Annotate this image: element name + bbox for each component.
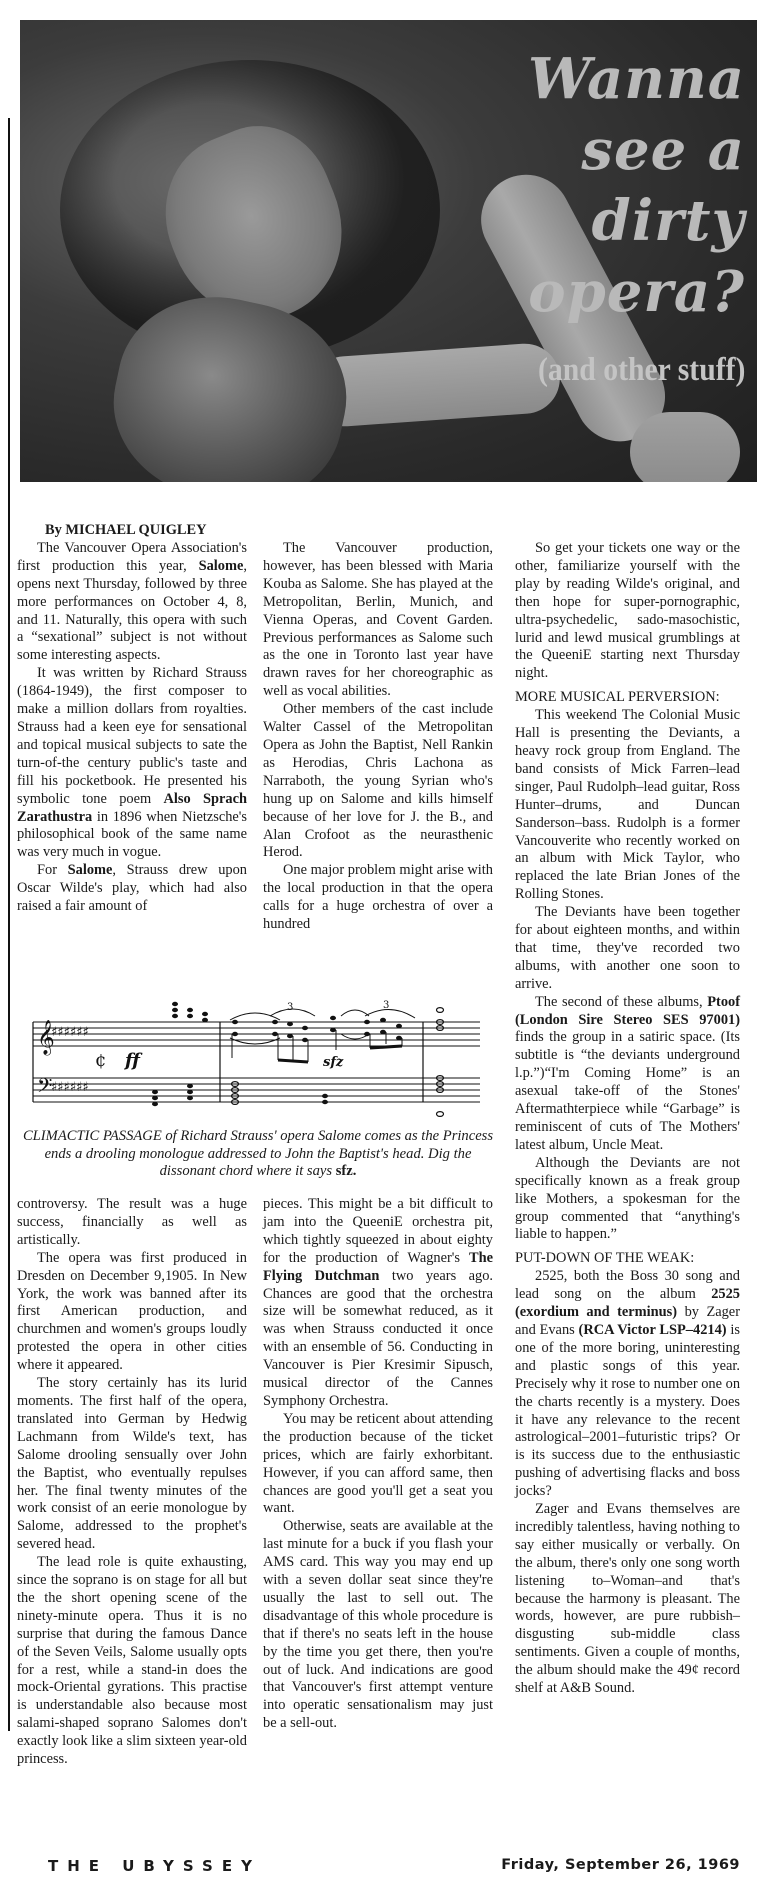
- text-run: pieces. This might be a bit difficult to jam into the QueeniE orchestra pit, which tightly squeezed in about eighty for the production of Wagner's: [263, 1196, 493, 1266]
- paragraph: [515, 1501, 740, 1698]
- text-run: It was written by Richard Strauss (1864-1949), the first composer to make a million dollars from royalties. Strauss had a keen eye for sensational and topical musical subjects to sate the turn-of-the century public's taste and fill his pocketbook. He presented his symbolic tone poem: [17, 665, 247, 807]
- bold-title: (RCA Victor LSP–4214): [578, 1321, 727, 1338]
- text-run: The Vancouver production, however, has been blessed with Maria Kouba as Salome. She has played at the Metropolitan, Berlin, Munich, and Vienna Operas, and Covent Garden. Previous performances as Salome such as the one in Toronto last year have drawn raves for her choreographic as well as vocal abilities.: [263, 540, 493, 700]
- text-run: , opens next Thursday, followed by three more performances on October 4, 8, and 11. Naturally, this opera with such a “sexational” subject is not without some interesting aspects.: [17, 557, 247, 664]
- photo-shoulder-shape: [630, 412, 740, 482]
- section-subhead: MORE MUSICAL PERVERSION:: [515, 689, 720, 706]
- text-run: in 1896 when Nietzsche's philosophical book of the same name was very much in vogue.: [17, 808, 247, 861]
- headline-line: opera?: [528, 259, 745, 325]
- key-signature-sharps: ♯♯♯♯♯♯: [51, 1080, 89, 1095]
- paragraph: [515, 904, 740, 994]
- bold-title: Salome: [198, 557, 244, 574]
- column-body: [17, 540, 247, 916]
- paragraph: [515, 1268, 740, 1501]
- paragraph: [263, 701, 493, 862]
- column-body: [515, 540, 740, 1698]
- bass-staff: [33, 1078, 480, 1102]
- paragraph: [17, 1250, 247, 1375]
- paragraph: [515, 994, 740, 1155]
- text-run: Although the Deviants are not specifically known as a freak group like Mothers, a spokesman for the group commented that “anything's liable to happen.”: [515, 1154, 740, 1243]
- text-run: The Vancouver Opera Association's first production this year,: [17, 539, 247, 574]
- caption-emphasis: sfz.: [335, 1163, 357, 1180]
- paragraph: [17, 540, 247, 665]
- article-column-2-continued: [263, 1196, 493, 1733]
- headline: [515, 44, 745, 390]
- time-signature: ¢: [95, 1050, 107, 1071]
- section-subhead: PUT-DOWN OF THE WEAK:: [515, 1250, 695, 1267]
- paragraph: [263, 540, 493, 701]
- text-run: Other members of the cast include Walter Cassel of the Metropolitan Opera as John the Baptist, Nell Rankin as Herodias, Chris Lachona as Narraboth, the young Syrian who's hung up on Salome and kills himself because of her love for J. the B., and Alan Crofoot as the neurasthenic Herod.: [263, 701, 493, 861]
- bold-title: Ptoof (London Sire Stereo SES 97001): [515, 993, 740, 1028]
- paragraph: [263, 862, 493, 934]
- music-score-figure: [25, 1000, 485, 1130]
- triplet-mark: 3: [287, 1002, 294, 1013]
- issue-date: Friday, September 26, 1969: [501, 1857, 740, 1873]
- column-body: [17, 1196, 247, 1769]
- publication-name: THE UBYSSEY: [48, 1857, 261, 1875]
- text-run: You may be reticent about attending the production because of the ticket prices, which are fairly exhorbitant. However, if you can afford same, then chances are good you'll get a seat you want.: [263, 1410, 493, 1517]
- paragraph: [515, 540, 740, 683]
- column-body: [263, 1196, 493, 1733]
- text-run: One major problem might arise with the local production in that the opera calls for a huge orchestra of over a hundred: [263, 862, 493, 933]
- hero-photo: [20, 20, 757, 482]
- bold-title: Also Sprach Zarathustra: [17, 790, 247, 825]
- triplet-mark: 3: [383, 1000, 390, 1011]
- paragraph: [17, 1375, 247, 1554]
- headline-line: dirty: [591, 188, 745, 254]
- figure-caption: [20, 1128, 496, 1181]
- bold-title: 2525 (exordium and terminus): [515, 1286, 740, 1321]
- key-signature-sharps: ♯♯♯♯♯♯: [51, 1025, 89, 1040]
- text-run: is one of the more boring, uninteresting and plastic songs of this year. Precisely why it rose to number one on the charts recently is a mystery. Does it have any relevance to the recent astrological–2001–futuristic trips? Or is its success due to the enthusiastic pushing of advertising flacks and boss jocks?: [515, 1321, 741, 1500]
- paragraph: [17, 665, 247, 862]
- paragraph: [17, 1196, 247, 1250]
- bold-title: The Flying Dutchman: [263, 1249, 493, 1284]
- article-column-3: [515, 522, 740, 1698]
- text-run: The lead role is quite exhausting, since the soprano is on stage for all but the the short opening scene of the ninety-minute opera. Thus it is no surprise that during the famous Dance of the Seven Veils, Salome usually opts for a rest, while a stand-in does the mock-Oriental gyrations. This practise is understandable also because most salami-shaped soprano Salomes don't exactly look like a slim sixteen year-old princess.: [17, 1554, 247, 1768]
- subheadline: (and other stuff): [537, 352, 745, 388]
- text-run: Zager and Evans themselves are incredibly talentless, having nothing to say either musically or verbally. On the album, there's only one song worth listening to–Woman–and that's because the harmony is pleasant. The words, however, are pure rubbish–disgusting sub-middle class sentiments. Given a couple of months, the album should make the 49¢ record shelf at A&B Sound.: [515, 1501, 740, 1697]
- article-column-1-continued: [17, 1196, 247, 1769]
- paragraph: [17, 1554, 247, 1769]
- text-run: by Zager and Evans: [515, 1304, 740, 1338]
- treble-clef-icon: 𝄞: [37, 1020, 55, 1055]
- paragraph: [515, 707, 740, 904]
- text-run: , Strauss drew upon Oscar Wilde's play, which had also raised a fair amount of: [17, 862, 247, 915]
- text-run: finds the group in a satiric space. (Its subtitle is “the deviants underground l.p.”)“I'm Coming Home” is an asexual take-off of the Stones' Aftermathterpiece while “Garbage” is reminiscent of cuts of The Mothers' latest album, Uncle Meat.: [515, 1029, 740, 1153]
- dynamic-marking: ff: [125, 1050, 140, 1071]
- left-column-rule: [8, 118, 10, 1731]
- text-run: So get your tickets one way or the other, familiarize yourself with the play by reading Wilde's original, and then hope for super-pornographic, ultra-psychedelic, sado-masochistic, lurid and lewd musical grumblings at the QueeniE starting next Thursday night.: [515, 540, 740, 682]
- text-run: The Deviants have been together for about eighteen months, and within that time, they've recorded two albums, with another one soon to arrive.: [515, 904, 740, 992]
- bold-title: Salome: [67, 862, 113, 879]
- byline: By MICHAEL QUIGLEY: [45, 522, 207, 538]
- text-run: The second of these albums,: [535, 993, 708, 1010]
- text-run: two years ago. Chances are good that the orchestra size will be somewhat reduced, as it was when Strauss conducted it once with an ensemble of 56. Conducting in Vancouver is Pier Kresimir Sipusch, musical director of the Cannes Symphony Orchestra.: [263, 1267, 494, 1409]
- article-column-2: [263, 522, 493, 934]
- text-run: controversy. The result was a huge success, financially as well as artistically.: [17, 1196, 247, 1248]
- caption-text: CLIMACTIC PASSAGE of Richard Strauss' opera Salome comes as the Princess ends a drooling monologue addressed to John the Baptist's head. Dig the dissonant chord where it says: [22, 1128, 494, 1180]
- headline-line: see a: [581, 117, 745, 183]
- headline-line: Wanna: [527, 46, 745, 112]
- bass-clef-icon: 𝄢: [37, 1074, 53, 1102]
- text-run: 2525, both the Boss 30 song and lead song on the album: [515, 1268, 740, 1303]
- paragraph: [515, 1155, 740, 1245]
- sfz-marking: sfz: [323, 1055, 344, 1070]
- article-column-1: [17, 522, 247, 916]
- text-run: For: [37, 862, 68, 879]
- text-run: This weekend The Colonial Music Hall is presenting the Deviants, a heavy rock group from England. The band consists of Mick Farren–lead singer, Paul Rudolph–lead guitar, Ross Hunter–drums, and Duncan Sanderson–bass. Rudolph is a former Vancouverite who recently worked on an album with Mick Taylor, who replaced the late Brian Jones of the Rolling Stones.: [515, 707, 740, 903]
- paragraph: [263, 1411, 493, 1518]
- column-body: [263, 540, 493, 934]
- paragraph: [17, 862, 247, 916]
- text-run: Otherwise, seats are available at the last minute for a buck if you flash your AMS card. This way you may end up with a seven dollar seat since they're usually the last to sell out. The disadvantage of this whole procedure is that if there's no seats left in the house by the time you get there, then you're out of luck. And indications are good that Vancouver's first attempt venture into operatic sensationalism may just be a sell-out.: [263, 1518, 493, 1732]
- paragraph: [263, 1518, 493, 1733]
- text-run: The story certainly has its lurid moments. The first half of the opera, translated into German by Hedwig Lachmann from Wilde's text, has Salome drooling sensually over John the Baptist, who eventually repulses her. The final twenty minutes of the work consist of an eerie monologue by Salome, addressed to the prophet's severed head.: [17, 1375, 247, 1553]
- treble-staff: [33, 1022, 480, 1046]
- paragraph: [263, 1196, 493, 1411]
- notes: [152, 1002, 402, 1106]
- text-run: The opera was first produced in Dresden on December 9,1905. In New York, the work was banned after its first American production, and churchmen and women's groups loudly protested the opera in other cities where it appeared.: [17, 1249, 247, 1374]
